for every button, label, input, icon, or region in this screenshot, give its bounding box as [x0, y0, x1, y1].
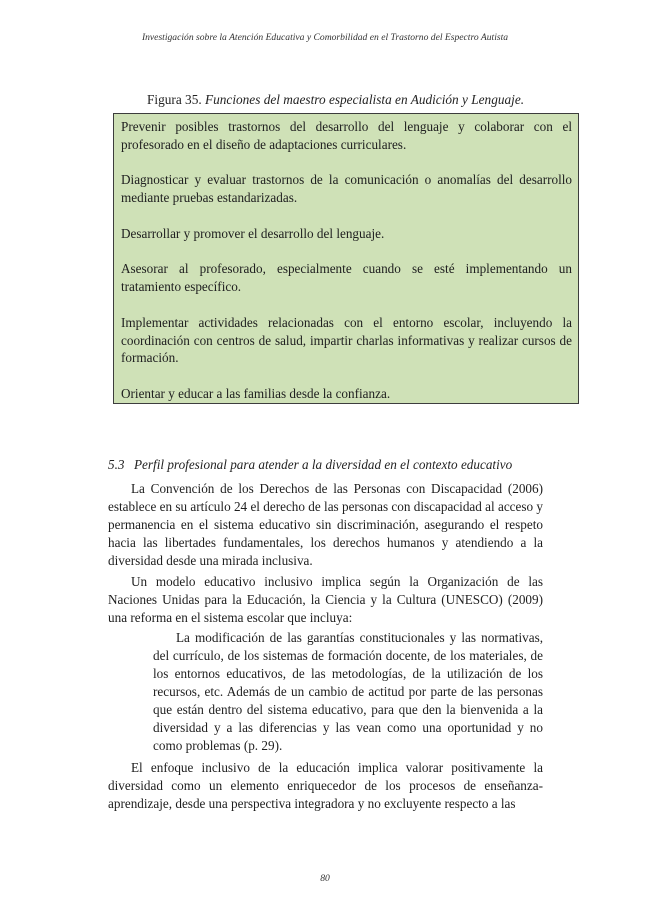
- figure-item: Asesorar al profesorado, especialmente cuando se esté implementando un tratamiento específico.: [121, 261, 572, 295]
- figure-item: Prevenir posibles trastornos del desarrollo del lenguaje y colaborar con el profesorado en el diseño de adaptaciones curriculares.: [121, 119, 572, 152]
- block-quote: La modificación de las garantías constitucionales y las normativas, del currículo, de los sistemas de formación docente, de los materiales, de los entornos educativos, de las metodologías, de la utilización de los recursos, etc. Además de un cambio de actitud por parte de las personas que están dentro del sistema educativo, para que den la bienvenida a la diversidad y a las diferencias y las vean como una oportunidad y no como problemas (p. 29).: [153, 630, 543, 753]
- body-paragraph: Un modelo educativo inclusivo implica según la Organización de las Naciones Unidas para la Educación, la Ciencia y la Cultura (UNESCO) (2009) una reforma en el sistema escolar que incluya:: [108, 574, 543, 625]
- section-heading: [108, 457, 512, 473]
- running-header: Investigación sobre la Atención Educativa y Comorbilidad en el Trastorno del Espectro Autista: [141, 32, 509, 43]
- figure-item: Orientar y educar a las familias desde la confianza.: [121, 385, 391, 401]
- figure-item: Diagnosticar y evaluar trastornos de la comunicación o anomalías del desarrollo mediante pruebas estandarizadas.: [121, 172, 572, 206]
- figure-title: Funciones del maestro especialista en Audición y Lenguaje.: [205, 92, 525, 107]
- section-number: 5.3: [108, 457, 125, 472]
- figure-caption: [147, 92, 524, 108]
- page-number: 80: [320, 873, 330, 884]
- figure-item: Desarrollar y promover el desarrollo del lenguaje.: [121, 225, 385, 241]
- figure-box: [113, 113, 579, 404]
- body-paragraph: La Convención de los Derechos de las Personas con Discapacidad (2006) establece en su artículo 24 el derecho de las personas con discapacidad al acceso y permanencia en el sistema educativo sin discriminación, asegurando el respeto hacia las libertades fundamentales, los derechos humanos y atendiendo a la diversidad desde una mirada inclusiva.: [108, 481, 543, 568]
- section-title: Perfil profesional para atender a la diversidad en el contexto educativo: [134, 457, 513, 472]
- figure-item: Implementar actividades relacionadas con el entorno escolar, incluyendo la coordinación con centros de salud, impartir charlas informativas y realizar cursos de formación.: [121, 314, 572, 366]
- figure-label: Figura 35.: [147, 92, 202, 107]
- body-paragraph: El enfoque inclusivo de la educación implica valorar positivamente la diversidad como un elemento enriquecedor de los procesos de enseñanza-aprendizaje, desde una perspectiva integradora y no excluyente respecto a las: [108, 760, 543, 811]
